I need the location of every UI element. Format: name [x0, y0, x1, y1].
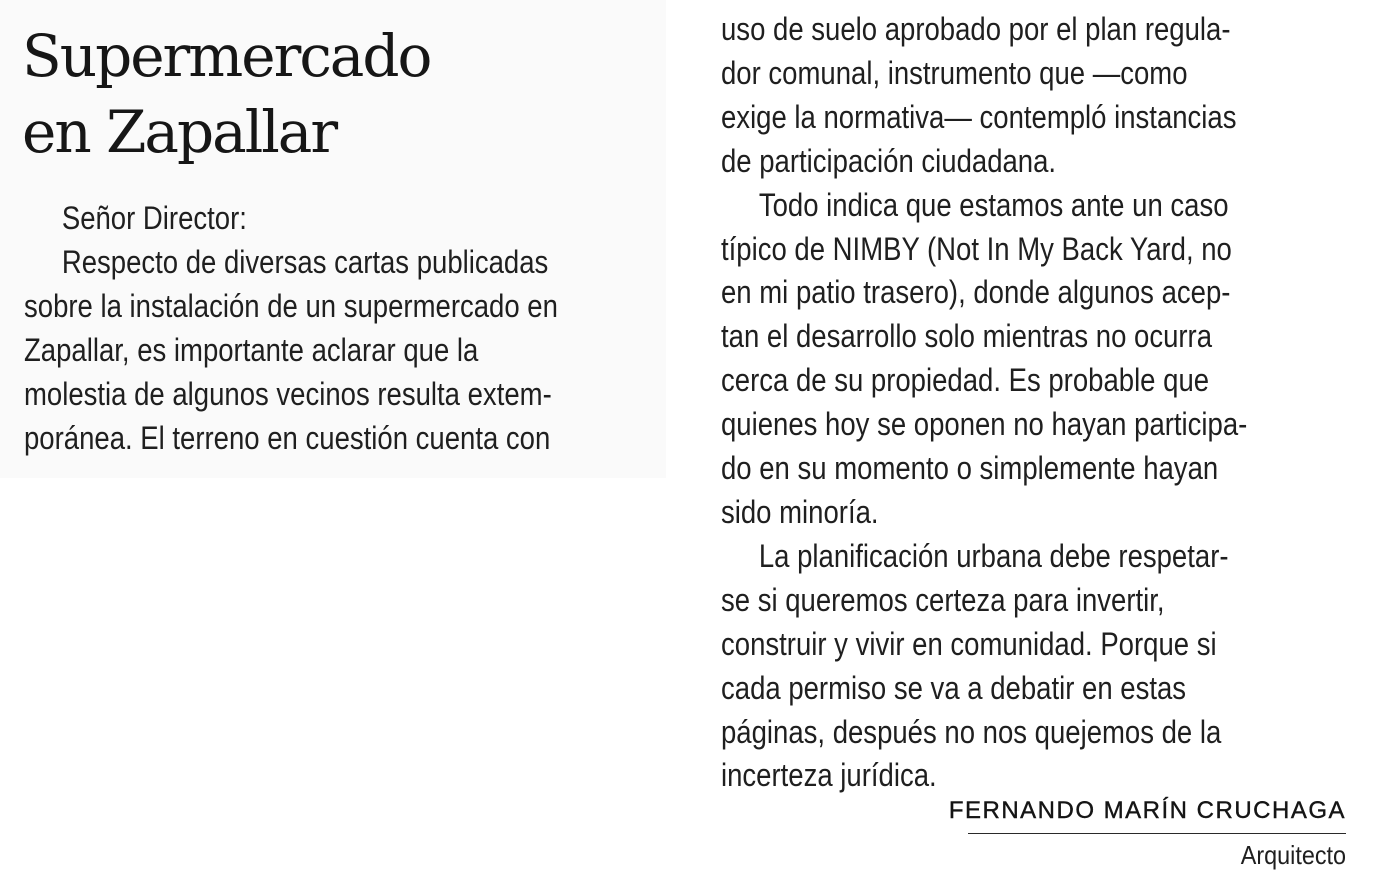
- left-text-block: [0, 0, 666, 478]
- signature-rule: [948, 797, 1346, 834]
- paragraph-line: cerca de su propiedad. Es probable que: [721, 362, 1210, 399]
- paragraph-line: uso de suelo aprobado por el plan regula-: [721, 11, 1231, 47]
- paragraph-line: sido minoría.: [721, 493, 879, 530]
- paragraph-line: en mi patio trasero), donde algunos acep-: [721, 274, 1231, 311]
- paragraph-line: páginas, después no nos quejemos de la: [721, 713, 1222, 750]
- paragraph-line: exige la normativa— contempló instancias: [721, 98, 1237, 135]
- salutation: Señor Director:: [61, 200, 247, 236]
- headline-line-1: Supermercado: [22, 22, 431, 90]
- letter-column-right: [721, 8, 1247, 798]
- letter-column-left: [24, 197, 558, 460]
- headline-line-2: en Zapallar: [22, 98, 337, 166]
- paragraph-line: poránea. El terreno en cuestión cuenta con: [24, 419, 551, 456]
- paragraph-line: molestia de algunos vecinos resulta extem-: [24, 375, 552, 412]
- paragraph-line: construir y vivir en comunidad. Porque si: [721, 625, 1217, 662]
- paragraph-line: dor comunal, instrumento que —como: [721, 54, 1188, 91]
- paragraph-line: incerteza jurídica.: [721, 757, 937, 794]
- paragraph-line: sobre la instalación de un supermercado en: [24, 287, 558, 324]
- paragraph-line: quienes hoy se oponen no hayan participa-: [721, 406, 1248, 443]
- paragraph-line: cada permiso se va a debatir en estas: [721, 669, 1187, 706]
- author-name: FERNANDO MARÍN CRUCHAGA: [948, 797, 1346, 824]
- paragraph-line: tan el desarrollo solo mientras no ocurra: [721, 318, 1213, 355]
- paragraph-line: típico de NIMBY (Not In My Back Yard, no: [721, 230, 1232, 267]
- paragraph-line: Todo indica que estamos ante un caso: [758, 186, 1229, 223]
- headline: [22, 18, 430, 170]
- paragraph-line: se si queremos certeza para invertir,: [721, 581, 1165, 618]
- paragraph-line: Zapallar, es importante aclarar que la: [24, 331, 479, 368]
- paragraph-line: La planificación urbana debe respetar-: [758, 537, 1229, 574]
- paragraph-line: do en su momento o simplemente hayan: [721, 450, 1219, 487]
- paragraph-line: de participación ciudadana.: [721, 142, 1057, 179]
- author-role: Arquitecto: [1240, 840, 1346, 870]
- paragraph-line: Respecto de diversas cartas publicadas: [61, 243, 549, 280]
